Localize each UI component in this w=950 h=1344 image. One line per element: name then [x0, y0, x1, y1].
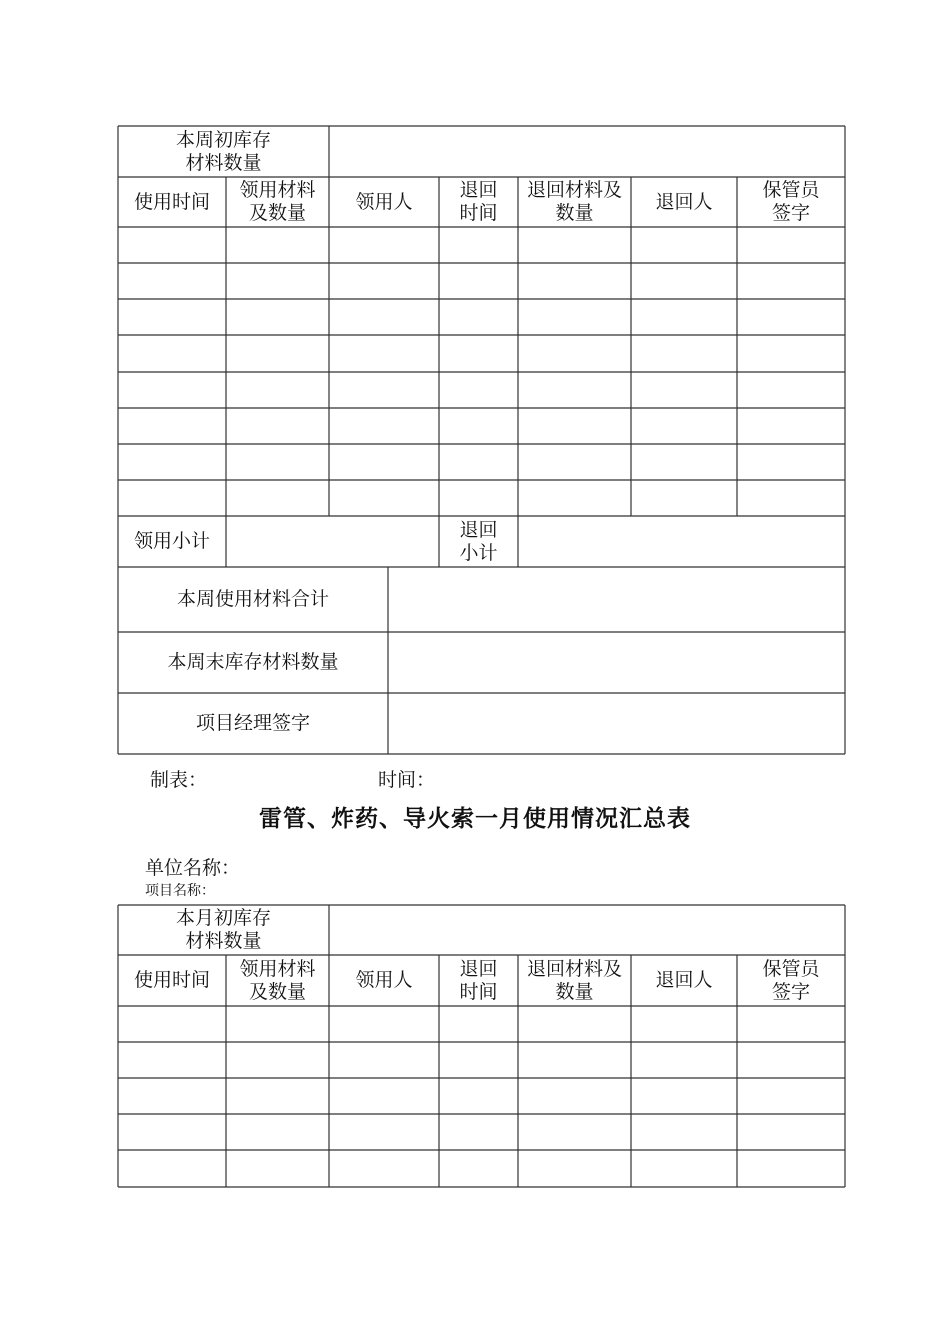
header-returned-material-qty: 退回材料及 数量 [526, 179, 622, 224]
return-subtotal-value[interactable] [518, 516, 845, 567]
closing-stock-value[interactable] [388, 632, 845, 693]
manager-sign-label: 项目经理签字 [195, 712, 310, 734]
prepared-by-label: 制表： [150, 769, 208, 791]
time-label: 时间： [378, 769, 436, 791]
monthly-header-return-time: 退回 时间 [459, 957, 498, 1003]
monthly-opening-stock-label: 本月初库存 材料数量 [175, 907, 271, 952]
return-subtotal-label: 退回 小计 [459, 518, 498, 564]
header-returner: 退回人 [655, 190, 713, 213]
issue-subtotal-value[interactable] [226, 516, 439, 567]
header-recipient: 领用人 [355, 190, 413, 213]
closing-stock-label: 本周末库存材料数量 [167, 651, 339, 673]
weekly-opening-stock-value[interactable] [329, 126, 845, 177]
monthly-header-recipient: 领用人 [355, 969, 413, 991]
monthly-summary-title: 雷管、炸药、导火索一月使用情况汇总表 [259, 806, 691, 832]
week-total-label: 本周使用材料合计 [176, 588, 329, 610]
monthly-header-returner: 退回人 [655, 969, 713, 991]
header-issued-material-qty: 领用材料 及数量 [239, 179, 316, 224]
issue-subtotal-label: 领用小计 [133, 530, 210, 552]
header-return-time: 退回 时间 [459, 179, 498, 224]
project-name-label: 项目名称： [145, 883, 215, 899]
manager-sign-value[interactable] [388, 693, 845, 754]
header-use-time: 使用时间 [133, 190, 210, 213]
monthly-opening-stock-value[interactable] [329, 905, 845, 955]
week-total-value[interactable] [388, 567, 845, 632]
monthly-header-keeper-signature: 保管员 签字 [762, 957, 820, 1003]
monthly-header-returned-material-qty: 退回材料及 数量 [526, 957, 622, 1003]
unit-name-label: 单位名称： [145, 857, 241, 879]
header-keeper-signature: 保管员 签字 [762, 179, 820, 224]
monthly-header-use-time: 使用时间 [133, 969, 210, 991]
monthly-header-issued-material-qty: 领用材料 及数量 [239, 957, 316, 1003]
weekly-opening-stock-label: 本周初库存 材料数量 [175, 128, 271, 174]
